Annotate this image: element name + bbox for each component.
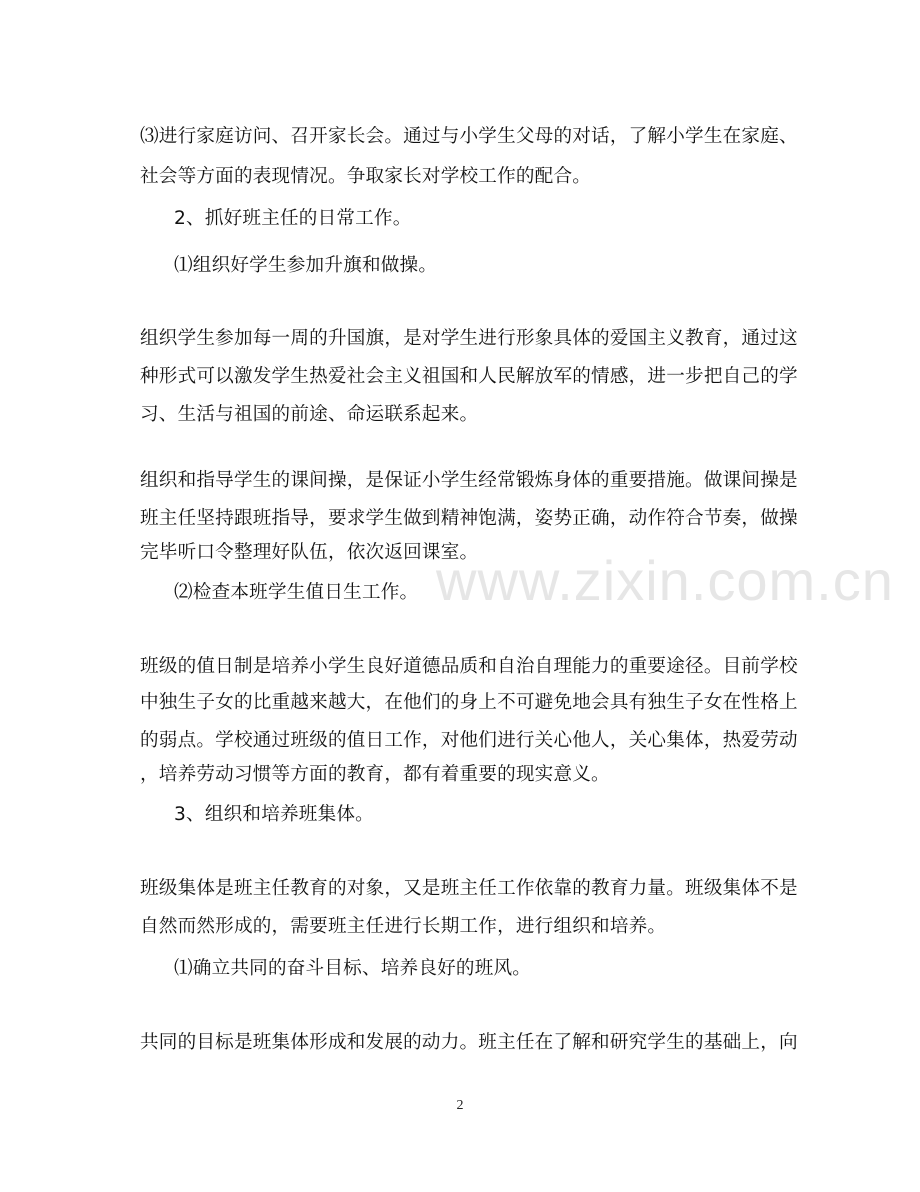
text-line: 完毕听口令整理好队伍，依次返回课室。 <box>140 542 479 563</box>
text-line: 组织和指导学生的课间操，是保证小学生经常锻炼身体的重要措施。做课间操是 <box>140 470 798 491</box>
text-line: 中独生子女的比重越来越大，在他们的身上不可避免地会具有独生子女在性格上 <box>140 692 798 713</box>
text-line: 班级集体是班主任教育的对象，又是班主任工作依靠的教育力量。班级集体不是 <box>140 878 798 899</box>
subsection-heading: ⑴组织好学生参加升旗和做操。 <box>174 255 438 276</box>
text-line: 的弱点。学校通过班级的值日工作，对他们进行关心他人，关心集体，热爱劳动 <box>140 730 798 751</box>
section-heading: 2、抓好班主任的日常工作。 <box>174 208 412 229</box>
text-line: 自然而然形成的，需要班主任进行长期工作，进行组织和培养。 <box>140 916 667 937</box>
subsection-heading: ⑴确立共同的奋斗目标、培养良好的班风。 <box>174 958 532 979</box>
text-line: 班级的值日制是培养小学生良好道德品质和自治自理能力的重要途径。目前学校 <box>140 656 798 677</box>
subsection-heading: ⑵检查本班学生值日生工作。 <box>174 582 419 603</box>
text-line: 共同的目标是班集体形成和发展的动力。班主任在了解和研究学生的基础上，向 <box>140 1032 798 1053</box>
text-line: 组织学生参加每一周的升国旗，是对学生进行形象具体的爱国主义教育，通过这 <box>140 328 798 349</box>
text-line: ，培养劳动习惯等方面的教育，都有着重要的现实意义。 <box>140 764 610 785</box>
page-number: 2 <box>456 1098 464 1113</box>
text-line: 社会等方面的表现情况。争取家长对学校工作的配合。 <box>140 166 592 187</box>
text-line: ⑶进行家庭访问、召开家长会。通过与小学生父母的对话，了解小学生在家庭、 <box>140 126 798 147</box>
text-line: 班主任坚持跟班指导，要求学生做到精神饱满，姿势正确，动作符合节奏，做操 <box>140 508 798 529</box>
watermark: www.zixin.com.cn <box>436 549 894 612</box>
text-line: 习、生活与祖国的前途、命运联系起来。 <box>140 404 479 425</box>
text-line: 种形式可以激发学生热爱社会主义祖国和人民解放军的情感，进一步把自己的学 <box>140 366 798 387</box>
section-heading: 3、组织和培养班集体。 <box>174 804 374 825</box>
